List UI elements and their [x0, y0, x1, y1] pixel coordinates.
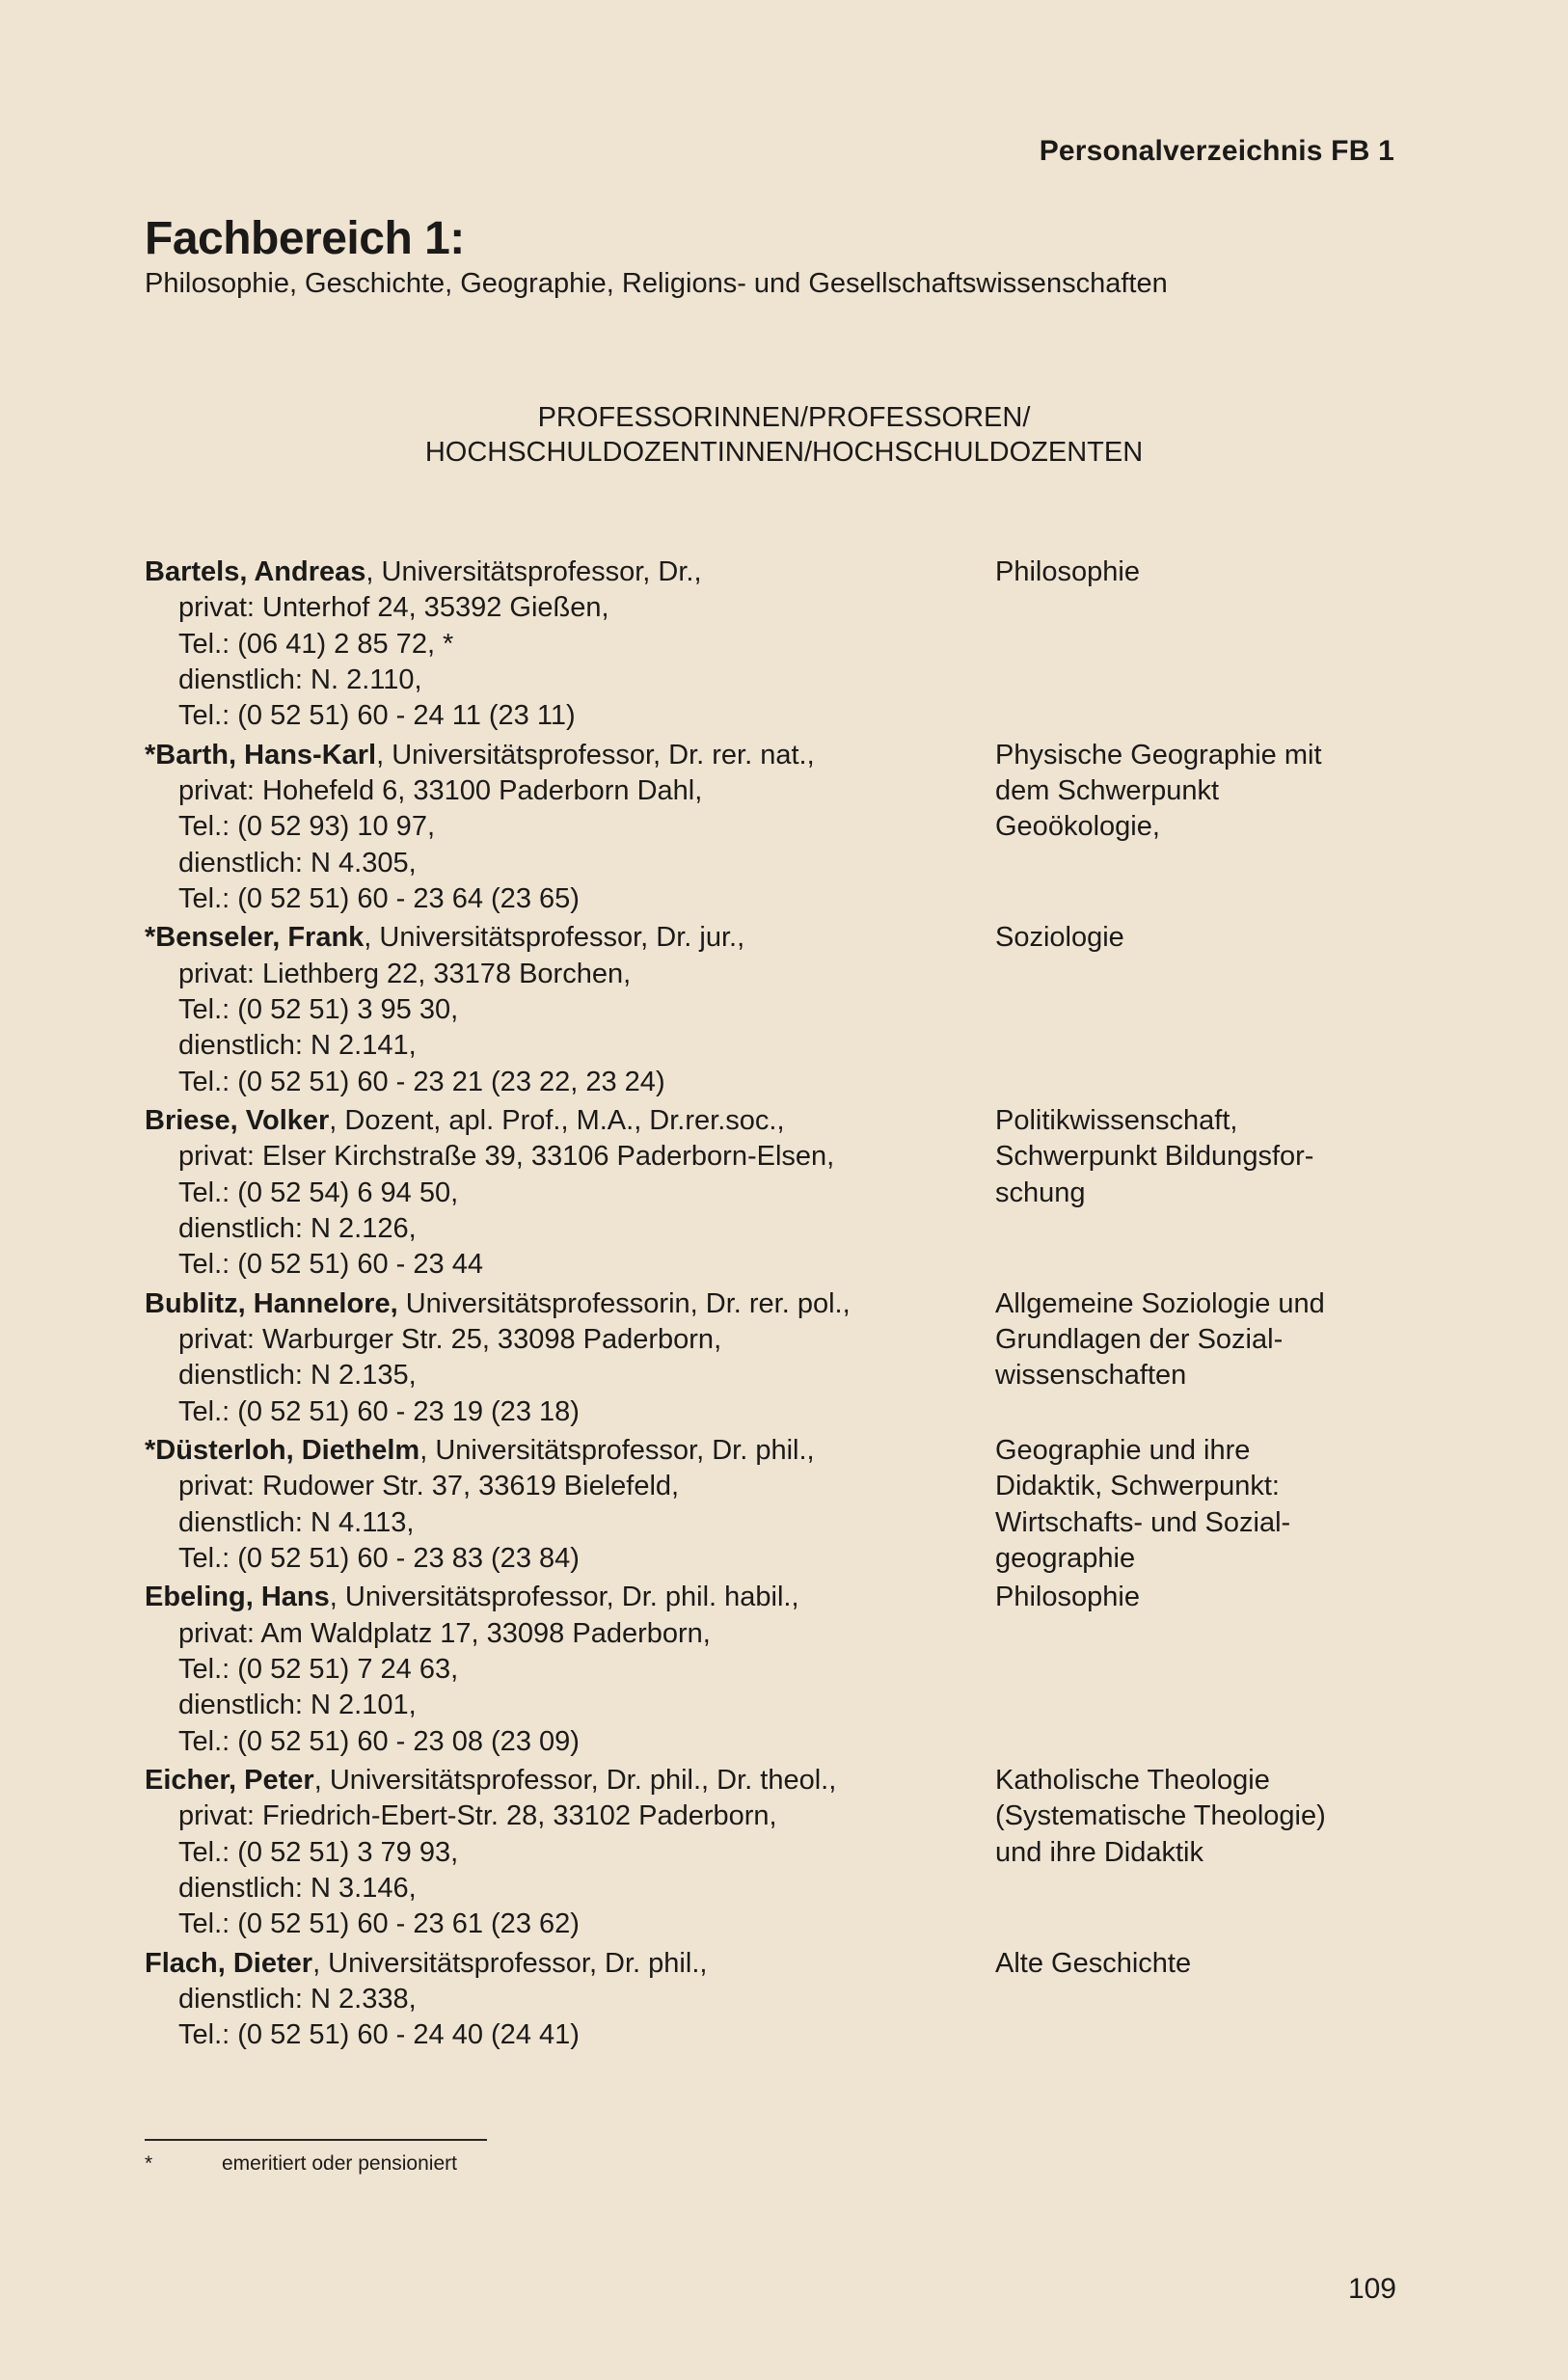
- staff-title: , Universitätsprofessor, Dr. phil.,: [312, 1947, 708, 1979]
- footnote-rule: [145, 2139, 487, 2141]
- entry-subject: [995, 1433, 1410, 1577]
- entry-detail-line: privat: Rudower Str. 37, 33619 Bielefeld,: [178, 1471, 680, 1502]
- staff-title: , Universitätsprofessor, Dr.,: [365, 556, 702, 587]
- footnote: [145, 2152, 457, 2176]
- staff-name: *Barth, Hans-Karl: [145, 739, 377, 771]
- entry-detail-line: Tel.: (0 52 51) 60 - 23 44: [178, 1249, 483, 1281]
- entry-detail-line: Tel.: (0 52 93) 10 97,: [178, 811, 435, 843]
- entry-subject-line: wissenschaften: [995, 1360, 1187, 1392]
- entry-detail-line: dienstlich: N 2.126,: [178, 1212, 417, 1244]
- entry-subject-line: Physische Geographie mit: [995, 739, 1322, 771]
- entry-detail-line: Tel.: (0 52 51) 60 - 24 11 (23 11): [178, 700, 576, 732]
- entry-detail-line: privat: Warburger Str. 25, 33098 Paderborn,: [178, 1323, 722, 1355]
- entry-detail-line: dienstlich: N 4.113,: [178, 1506, 415, 1538]
- entry-subject: [995, 920, 1410, 956]
- staff-entry: [145, 1763, 1398, 1942]
- entry-detail-line: privat: Liethberg 22, 33178 Borchen,: [178, 958, 632, 989]
- staff-entry: [145, 1580, 1398, 1759]
- staff-title: , Universitätsprofessor, Dr. phil.,: [419, 1435, 815, 1467]
- staff-name: Briese, Volker: [145, 1105, 330, 1137]
- entry-subject-line: Katholische Theologie: [995, 1765, 1270, 1797]
- entry-detail-line: Tel.: (0 52 51) 60 - 23 08 (23 09): [178, 1725, 580, 1757]
- entry-subject-line: Geographie und ihre: [995, 1435, 1251, 1467]
- entry-detail-line: Tel.: (0 52 51) 60 - 23 21 (23 22, 23 24): [178, 1066, 665, 1097]
- entry-subject-line: Alte Geschichte: [995, 1947, 1192, 1979]
- staff-list: [145, 554, 1398, 2057]
- entry-subject-line: Soziologie: [995, 922, 1124, 954]
- entry-subject: [995, 554, 1410, 590]
- staff-entry: [145, 554, 1398, 734]
- entry-detail-line: dienstlich: N 2.135,: [178, 1360, 417, 1392]
- entry-subject-line: Philosophie: [995, 1582, 1140, 1613]
- entry-detail-line: privat: Friedrich-Ebert-Str. 28, 33102 Paderborn,: [178, 1800, 777, 1832]
- entry-detail-line: dienstlich: N 2.141,: [178, 1030, 417, 1062]
- entry-subject-line: Grundlagen der Sozial-: [995, 1323, 1284, 1355]
- staff-name: Bartels, Andreas: [145, 556, 366, 587]
- entry-subject: [995, 1103, 1410, 1211]
- staff-entry: [145, 1946, 1398, 2054]
- section-heading-line-2: HOCHSCHULDOZENTINNEN/HOCHSCHULDOZENTEN: [424, 437, 1144, 468]
- entry-subject-line: dem Schwerpunkt: [995, 774, 1220, 806]
- staff-name: *Düsterloh, Diethelm: [145, 1435, 420, 1467]
- staff-title: , Universitätsprofessor, Dr. phil. habil.,: [329, 1582, 799, 1613]
- staff-name: Bublitz, Hannelore,: [145, 1287, 398, 1319]
- footnote-mark: *: [145, 2152, 153, 2175]
- department-title: Fachbereich 1:: [145, 213, 465, 264]
- staff-title: , Universitätsprofessor, Dr. rer. nat.,: [376, 739, 815, 771]
- entry-subject-line: Geoökologie,: [995, 811, 1160, 843]
- entry-detail-line: privat: Hohefeld 6, 33100 Paderborn Dahl,: [178, 774, 703, 806]
- staff-title: , Universitätsprofessor, Dr. phil., Dr. theol.,: [313, 1765, 837, 1797]
- staff-entry: [145, 1103, 1398, 1283]
- entry-subject: [995, 738, 1410, 846]
- entry-detail-line: dienstlich: N 2.338,: [178, 1984, 417, 2015]
- entry-subject: [995, 1580, 1410, 1615]
- entry-detail-line: dienstlich: N 4.305,: [178, 847, 417, 879]
- entry-detail-line: Tel.: (0 52 51) 60 - 23 83 (23 84): [178, 1542, 580, 1574]
- staff-name: Eicher, Peter: [145, 1765, 314, 1797]
- entry-detail-line: Tel.: (0 52 51) 60 - 23 64 (23 65): [178, 882, 580, 914]
- entry-subject-line: und ihre Didaktik: [995, 1836, 1203, 1868]
- staff-title: , Universitätsprofessor, Dr. jur.,: [364, 922, 745, 954]
- staff-entry: [145, 1286, 1398, 1430]
- entry-detail-line: Tel.: (0 52 51) 60 - 23 61 (23 62): [178, 1908, 580, 1940]
- entry-subject-line: Allgemeine Soziologie und: [995, 1287, 1325, 1319]
- section-heading-line-1: PROFESSORINNEN/PROFESSOREN/: [537, 402, 1031, 433]
- entry-detail-line: Tel.: (0 52 54) 6 94 50,: [178, 1176, 459, 1208]
- entry-detail-line: Tel.: (06 41) 2 85 72, *: [178, 628, 454, 660]
- entry-detail-line: dienstlich: N 2.101,: [178, 1690, 417, 1721]
- entry-subject: [995, 1946, 1410, 1982]
- entry-subject-line: Wirtschafts- und Sozial-: [995, 1506, 1291, 1538]
- entry-detail-line: Tel.: (0 52 51) 7 24 63,: [178, 1654, 459, 1686]
- staff-entry: [145, 1433, 1398, 1577]
- staff-title: Universitätsprofessorin, Dr. rer. pol.,: [397, 1287, 851, 1319]
- staff-name: Flach, Dieter: [145, 1947, 313, 1979]
- entry-subject: [995, 1763, 1410, 1871]
- staff-name: Ebeling, Hans: [145, 1582, 330, 1613]
- entry-subject-line: Schwerpunkt Bildungsfor-: [995, 1141, 1314, 1173]
- entry-subject-line: (Systematische Theologie): [995, 1800, 1326, 1832]
- entry-subject-line: schung: [995, 1176, 1086, 1208]
- running-header: Personalverzeichnis FB 1: [1039, 135, 1394, 167]
- entry-detail-line: Tel.: (0 52 51) 3 95 30,: [178, 993, 459, 1025]
- entry-detail-line: privat: Elser Kirchstraße 39, 33106 Paderborn-Elsen,: [178, 1141, 835, 1173]
- page-number: 109: [1347, 2273, 1396, 2305]
- entry-subject-line: Didaktik, Schwerpunkt:: [995, 1471, 1280, 1502]
- section-heading: [0, 400, 1568, 470]
- entry-subject-line: geographie: [995, 1542, 1136, 1574]
- department-subtitle: Philosophie, Geschichte, Geographie, Religions- und Gesellschaftswissenschaften: [145, 268, 1168, 299]
- entry-subject-line: Philosophie: [995, 556, 1140, 587]
- entry-detail-line: Tel.: (0 52 51) 60 - 24 40 (24 41): [178, 2019, 580, 2051]
- entry-detail-line: privat: Am Waldplatz 17, 33098 Paderborn,: [178, 1617, 711, 1649]
- footnote-text: emeritiert oder pensioniert: [222, 2152, 457, 2175]
- entry-detail-line: Tel.: (0 52 51) 3 79 93,: [178, 1836, 459, 1868]
- entry-subject-line: Politikwissenschaft,: [995, 1105, 1238, 1137]
- entry-detail-line: dienstlich: N 3.146,: [178, 1873, 417, 1904]
- staff-title: , Dozent, apl. Prof., M.A., Dr.rer.soc.,: [329, 1105, 785, 1137]
- staff-entry: [145, 738, 1398, 917]
- staff-entry: [145, 920, 1398, 1099]
- staff-name: *Benseler, Frank: [145, 922, 365, 954]
- entry-subject: [995, 1286, 1410, 1394]
- entry-detail-line: dienstlich: N. 2.110,: [178, 663, 422, 695]
- entry-detail-line: Tel.: (0 52 51) 60 - 23 19 (23 18): [178, 1395, 580, 1427]
- entry-detail-line: privat: Unterhof 24, 35392 Gießen,: [178, 592, 609, 624]
